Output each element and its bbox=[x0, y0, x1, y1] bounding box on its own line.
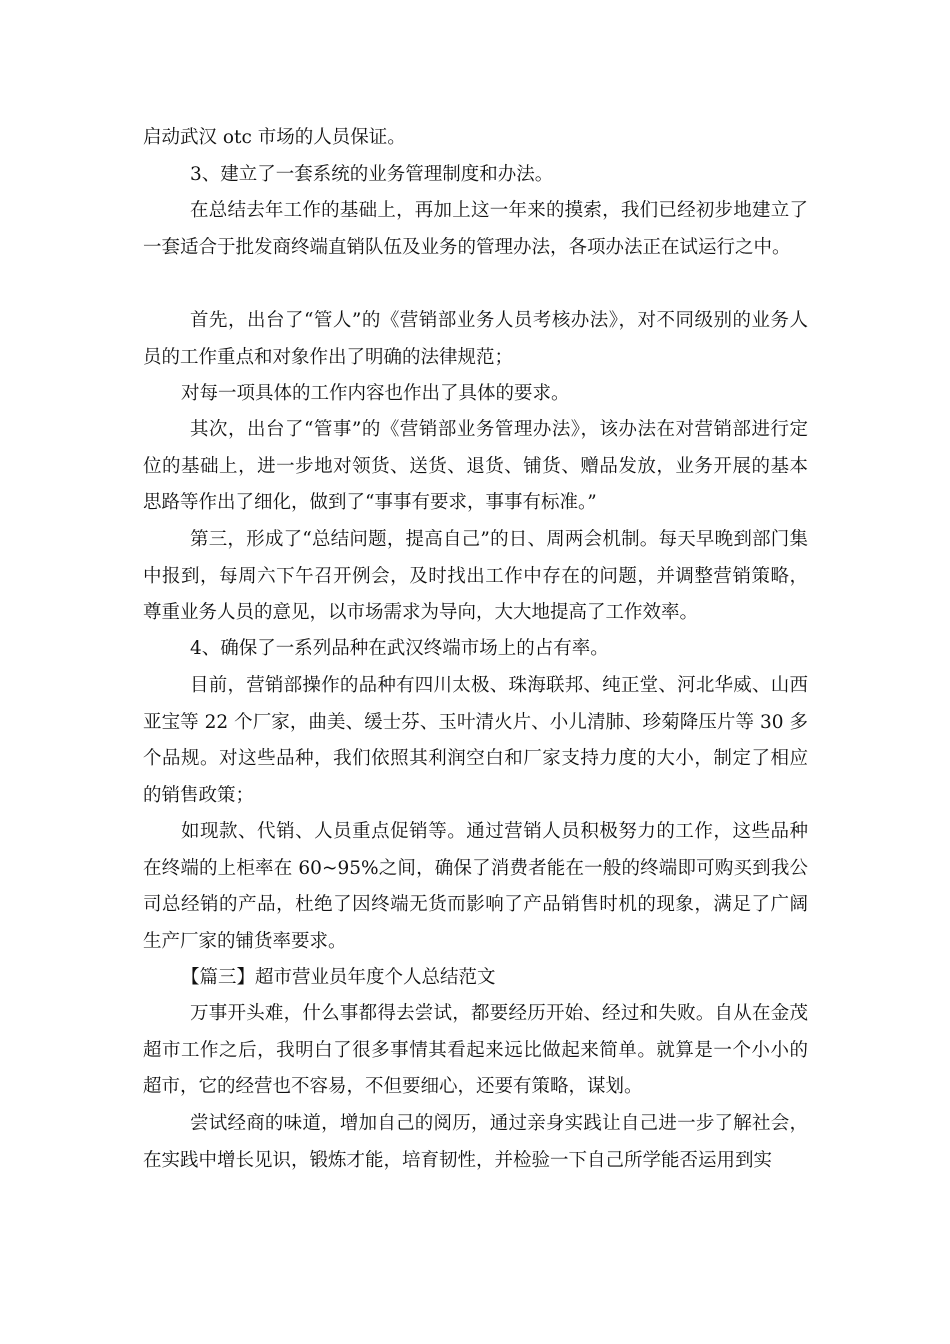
paragraph-products: 目前，营销部操作的品种有四川太极、珠海联邦、纯正堂、河北华威、山西亚宝等 22 个厂家，曲美、缓士芬、玉叶清火片、小儿清肺、珍菊降压片等 30 多个品规。对这些品种，我们依照其利润空白和厂家支持力度的大小，制定了相应的销售政策； bbox=[143, 675, 808, 806]
paragraph-second: 其次，出台了“管事”的《营销部业务管理办法》，该办法在对营销部进行定位的基础上，进一步地对领货、送货、退货、铺货、赠品发放，业务开展的基本思路等作出了细化，做到了“事事有要求，事事有标准。” bbox=[143, 419, 808, 513]
section-heading-3: 3、建立了一套系统的业务管理制度和办法。 bbox=[190, 164, 554, 185]
paragraph-continuation: 启动武汉 otc 市场的人员保证。 bbox=[143, 127, 406, 148]
paragraph-first: 首先，出台了“管人”的《营销部业务人员考核办法》，对不同级别的业务人员的工作重点和对象作出了明确的法律规范； bbox=[143, 310, 808, 368]
paragraph-sales-policy: 如现款、代销、人员重点促销等。通过营销人员积极努力的工作，这些品种在终端的上柜率在 60~95%之间，确保了消费者能在一般的终端即可购买到我公司总经销的产品，杜绝了因终端无货而影响了产品销售时机的现象，满足了广阔生产厂家的铺货率要求。 bbox=[143, 821, 808, 952]
section-heading-4: 4、确保了一系列品种在武汉终端市场上的占有率。 bbox=[190, 638, 609, 659]
paragraph-third: 第三，形成了“总结问题，提高自己”的日、周两会机制。每天早晚到部门集中报到，每周六下午召开例会，及时找出工作中存在的问题，并调整营销策略，尊重业务人员的意见，以市场需求为导向，大大地提高了工作效率。 bbox=[143, 529, 808, 623]
paragraph-management-system: 在总结去年工作的基础上，再加上这一年来的摸索，我们已经初步地建立了一套适合于批发商终端直销队伍及业务的管理办法，各项办法正在试运行之中。 bbox=[143, 200, 808, 258]
article-title: 【篇三】超市营业员年度个人总结范文 bbox=[181, 967, 496, 988]
paragraph-supermarket-intro: 万事开头难，什么事都得去尝试，都要经历开始、经过和失败。自从在金茂超市工作之后，我明白了很多事情其看起来远比做起来简单。就算是一个小小的超市，它的经营也不容易，不但要细心，还要有策略，谋划。 bbox=[143, 1003, 808, 1097]
paragraph-practice: 尝试经商的味道，增加自己的阅历，通过亲身实践让自己进一步了解社会，在实践中增长见识，锻炼才能，培育韧性，并检验一下自己所学能否运用到实 bbox=[143, 1113, 808, 1171]
paragraph-requirements: 对每一项具体的工作内容也作出了具体的要求。 bbox=[181, 383, 570, 404]
